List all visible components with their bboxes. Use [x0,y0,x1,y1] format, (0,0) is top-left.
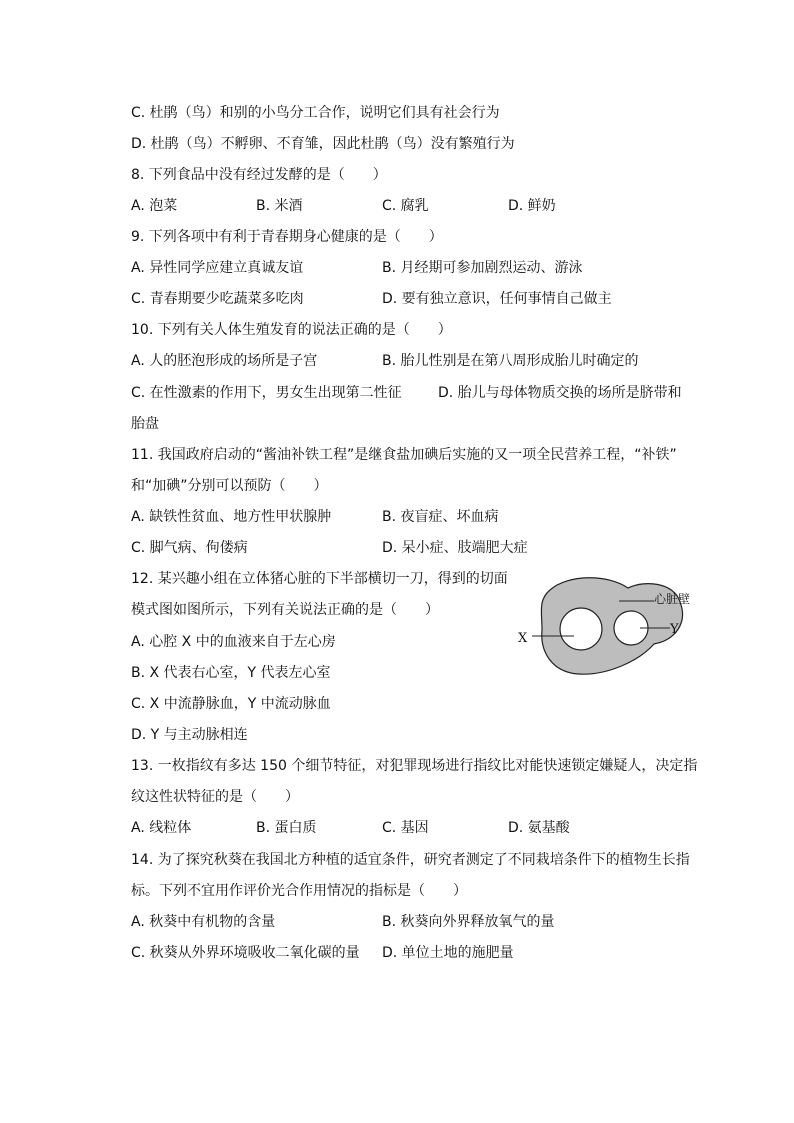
q14-stem: 14. 为了探究秋葵在我国北方种植的适宜条件，研究者测定了不同栽培条件下的植物生长指 [131,852,690,868]
q10-option-a: A. 人的胚泡形成的场所是子宫 [131,353,318,369]
q12-option-c: C. X 中流静脉血，Y 中流动脉血 [131,696,331,712]
q11-option-c: C. 脚气病、佝偻病 [131,540,248,556]
q12-option-b: B. X 代表右心室，Y 代表左心室 [131,665,331,681]
q12-stem: 12. 某兴趣小组在立体猪心脏的下半部横切一刀，得到的切面 [131,571,508,587]
label-x: X [518,631,528,646]
q9-option-d: D. 要有独立意识，任何事情自己做主 [382,291,612,307]
q10-stem: 10. 下列有关人体生殖发育的说法正确的是（ ） [131,322,452,338]
q14-option-c: C. 秋葵从外界环境吸收二氧化碳的量 [131,945,360,961]
q11-stem: 11. 我国政府启动的“酱油补铁工程”是继食盐加碘后实施的又一项全民营养工程，“补铁” [131,447,677,463]
q12-stem-continued: 模式图如图所示，下列有关说法正确的是（ ） [131,602,439,618]
q9-option-c: C. 青春期要少吃蔬菜多吃肉 [131,291,304,307]
q11-option-a: A. 缺铁性贫血、地方性甲状腺肿 [131,509,332,525]
q12-option-a: A. 心腔 X 中的血液来自于左心房 [131,634,336,650]
q12-option-d: D. Y 与主动脉相连 [131,727,248,743]
q9-option-a: A. 异性同学应建立真诚友谊 [131,260,304,276]
chamber-x [560,608,602,650]
q8-option-c: C. 腐乳 [382,198,429,214]
q10-option-d-continued: 胎盘 [131,416,159,432]
q10-option-c: C. 在性激素的作用下，男女生出现第二性征 [131,385,402,401]
q8-option-a: A. 泡菜 [131,198,178,214]
q11-option-d: D. 呆小症、肢端肥大症 [382,540,528,556]
q9-option-b: B. 月经期可参加剧烈运动、游泳 [382,260,583,276]
q10-option-b: B. 胎儿性别是在第八周形成胎儿时确定的 [382,353,639,369]
q13-option-b: B. 蛋白质 [256,820,317,836]
label-y: Y [670,622,679,637]
q14-option-d: D. 单位土地的施肥量 [382,945,514,961]
q13-option-a: A. 线粒体 [131,820,192,836]
q13-stem-continued: 纹这性状特征的是（ ） [131,789,299,805]
label-heart-wall: 心脏壁 [654,592,691,606]
q14-stem-continued: 标。下列不宜用作评价光合作用情况的指标是（ ） [131,883,467,899]
q7-option-c: C. 杜鹃（鸟）和别的小鸟分工合作，说明它们具有社会行为 [131,105,500,121]
q14-option-a: A. 秋葵中有机物的含量 [131,914,276,930]
q13-stem: 13. 一枚指纹有多达 150 个细节特征，对犯罪现场进行指纹比对能快速锁定嫌疑人，决定指 [131,758,698,774]
q10-option-d: D. 胎儿与母体物质交换的场所是脐带和 [438,385,682,401]
q8-stem: 8. 下列食品中没有经过发酵的是（ ） [131,167,387,183]
q11-stem-continued: 和“加碘”分别可以预防（ ） [131,478,328,494]
heart-cross-section-diagram [512,572,712,682]
q8-option-b: B. 米酒 [256,198,303,214]
q14-option-b: B. 秋葵向外界释放氧气的量 [382,914,555,930]
q9-stem: 9. 下列各项中有利于青春期身心健康的是（ ） [131,229,443,245]
q13-option-d: D. 氨基酸 [508,820,570,836]
q13-option-c: C. 基因 [382,820,429,836]
q7-option-d: D. 杜鹃（鸟）不孵卵、不育雏，因此杜鹃（鸟）没有繁殖行为 [131,136,515,152]
q11-option-b: B. 夜盲症、坏血病 [382,509,499,525]
q8-option-d: D. 鲜奶 [508,198,556,214]
